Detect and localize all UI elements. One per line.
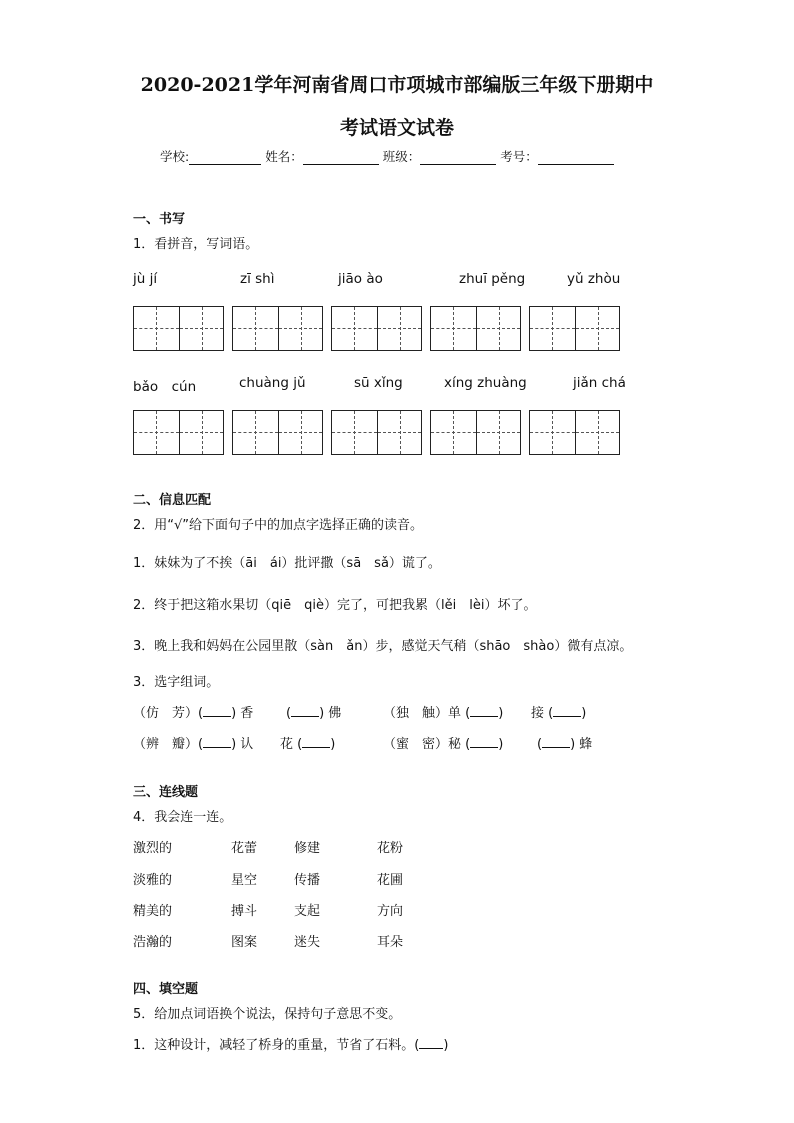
- pinyin-label: jiāo ào: [338, 271, 383, 287]
- pinyin-label: chuàng jǔ: [239, 375, 306, 391]
- school-blank[interactable]: [189, 150, 261, 165]
- section-heading-writing: 一、书写: [133, 212, 186, 227]
- section-heading-fill: 四、填空题: [133, 982, 199, 997]
- section-heading-matching: 二、信息匹配: [133, 493, 212, 508]
- connect-word[interactable]: 花粉: [377, 841, 404, 856]
- pinyin-label: zhuī pěng: [459, 271, 526, 287]
- connect-word[interactable]: 激烈的: [133, 841, 173, 856]
- writing-grid[interactable]: [331, 410, 422, 455]
- name-label: 姓名：: [265, 149, 303, 164]
- answer-blank[interactable]: [470, 735, 498, 748]
- answer-blank[interactable]: [553, 704, 581, 717]
- number-blank[interactable]: [538, 150, 614, 165]
- char-choice-group: （蜜 密）秘 ( ): [383, 737, 504, 752]
- writing-grid[interactable]: [331, 306, 422, 351]
- char-choice-group: （独 触）单 ( ): [383, 706, 504, 721]
- connect-word[interactable]: 浩瀚的: [133, 935, 173, 950]
- char-choice-group: 接 ( ): [531, 706, 587, 721]
- connect-word[interactable]: 方向: [377, 904, 404, 919]
- connect-word[interactable]: 花蕾: [231, 841, 258, 856]
- answer-blank[interactable]: [203, 735, 231, 748]
- class-label: 班级：: [382, 149, 421, 164]
- name-blank[interactable]: [303, 150, 379, 165]
- pinyin-label: jù jí: [133, 271, 158, 287]
- school-label: 学校:: [160, 149, 190, 164]
- answer-blank[interactable]: [419, 1036, 443, 1049]
- writing-grid[interactable]: [430, 410, 521, 455]
- pinyin-label: bǎo cún: [133, 379, 197, 395]
- question-1: 1．看拼音，写词语。: [133, 237, 259, 252]
- answer-blank[interactable]: [470, 704, 498, 717]
- connect-word[interactable]: 图案: [231, 935, 258, 950]
- answer-blank[interactable]: [542, 735, 570, 748]
- connect-word[interactable]: 支起: [294, 904, 321, 919]
- writing-grid[interactable]: [430, 306, 521, 351]
- connect-word[interactable]: 精美的: [133, 904, 173, 919]
- student-info-line: [160, 147, 614, 165]
- char-choice-group: （仿 芳）( ) 香: [133, 706, 254, 721]
- writing-grid[interactable]: [232, 306, 323, 351]
- sentence-1: 1．妹妹为了不挨（āi ái）批评撒（sā sǎ）谎了。: [133, 556, 441, 571]
- class-blank[interactable]: [420, 150, 496, 165]
- connect-word[interactable]: 修建: [294, 841, 321, 856]
- writing-grid[interactable]: [529, 410, 620, 455]
- sentence-2: 2．终于把这箱水果切（qiē qiè）完了，可把我累（lěi lèi）坏了。: [133, 598, 537, 613]
- writing-grid[interactable]: [133, 306, 224, 351]
- section-heading-connect: 三、连线题: [133, 785, 199, 800]
- question-2: 2．用“√”给下面句子中的加点字选择正确的读音。: [133, 518, 424, 533]
- number-label: 考号：: [500, 149, 538, 164]
- connect-word[interactable]: 传播: [294, 873, 321, 888]
- pinyin-label: zī shì: [240, 271, 275, 287]
- question-3: 3．选字组词。: [133, 675, 220, 690]
- connect-word[interactable]: 耳朵: [377, 935, 404, 950]
- connect-word[interactable]: 淡雅的: [133, 873, 173, 888]
- writing-grid[interactable]: [529, 306, 620, 351]
- writing-grid[interactable]: [232, 410, 323, 455]
- question-4: 4．我会连一连。: [133, 810, 233, 825]
- connect-word[interactable]: 星空: [231, 873, 258, 888]
- answer-blank[interactable]: [203, 704, 231, 717]
- page-title-line-1: 2020-2021学年河南省周口市项城市部编版三年级下册期中: [140, 74, 654, 96]
- fill-sentence-1: 1．这种设计，减轻了桥身的重量，节省了石料。( ): [133, 1038, 449, 1053]
- answer-blank[interactable]: [291, 704, 319, 717]
- connect-word[interactable]: 迷失: [294, 935, 321, 950]
- char-choice-group: ( ) 佛: [286, 706, 342, 721]
- answer-blank[interactable]: [302, 735, 330, 748]
- sentence-3: 3．晚上我和妈妈在公园里散（sàn ǎn）步，感觉天气稍（shāo shào）微有点凉。: [133, 639, 633, 654]
- page-title-line-2: 考试语文试卷: [339, 117, 454, 139]
- connect-word[interactable]: 搏斗: [231, 904, 258, 919]
- pinyin-label: yǔ zhòu: [567, 271, 621, 287]
- connect-word[interactable]: 花圃: [377, 873, 404, 888]
- char-choice-group: ( ) 蜂: [537, 737, 593, 752]
- question-5: 5．给加点词语换个说法，保持句子意思不变。: [133, 1007, 402, 1022]
- writing-grid[interactable]: [133, 410, 224, 455]
- pinyin-label: xíng zhuàng: [444, 375, 527, 391]
- pinyin-label: sū xǐng: [354, 375, 403, 391]
- pinyin-label: jiǎn chá: [573, 375, 626, 391]
- char-choice-group: （辨 瓣）( ) 认: [133, 737, 254, 752]
- char-choice-group: 花 ( ): [280, 737, 336, 752]
